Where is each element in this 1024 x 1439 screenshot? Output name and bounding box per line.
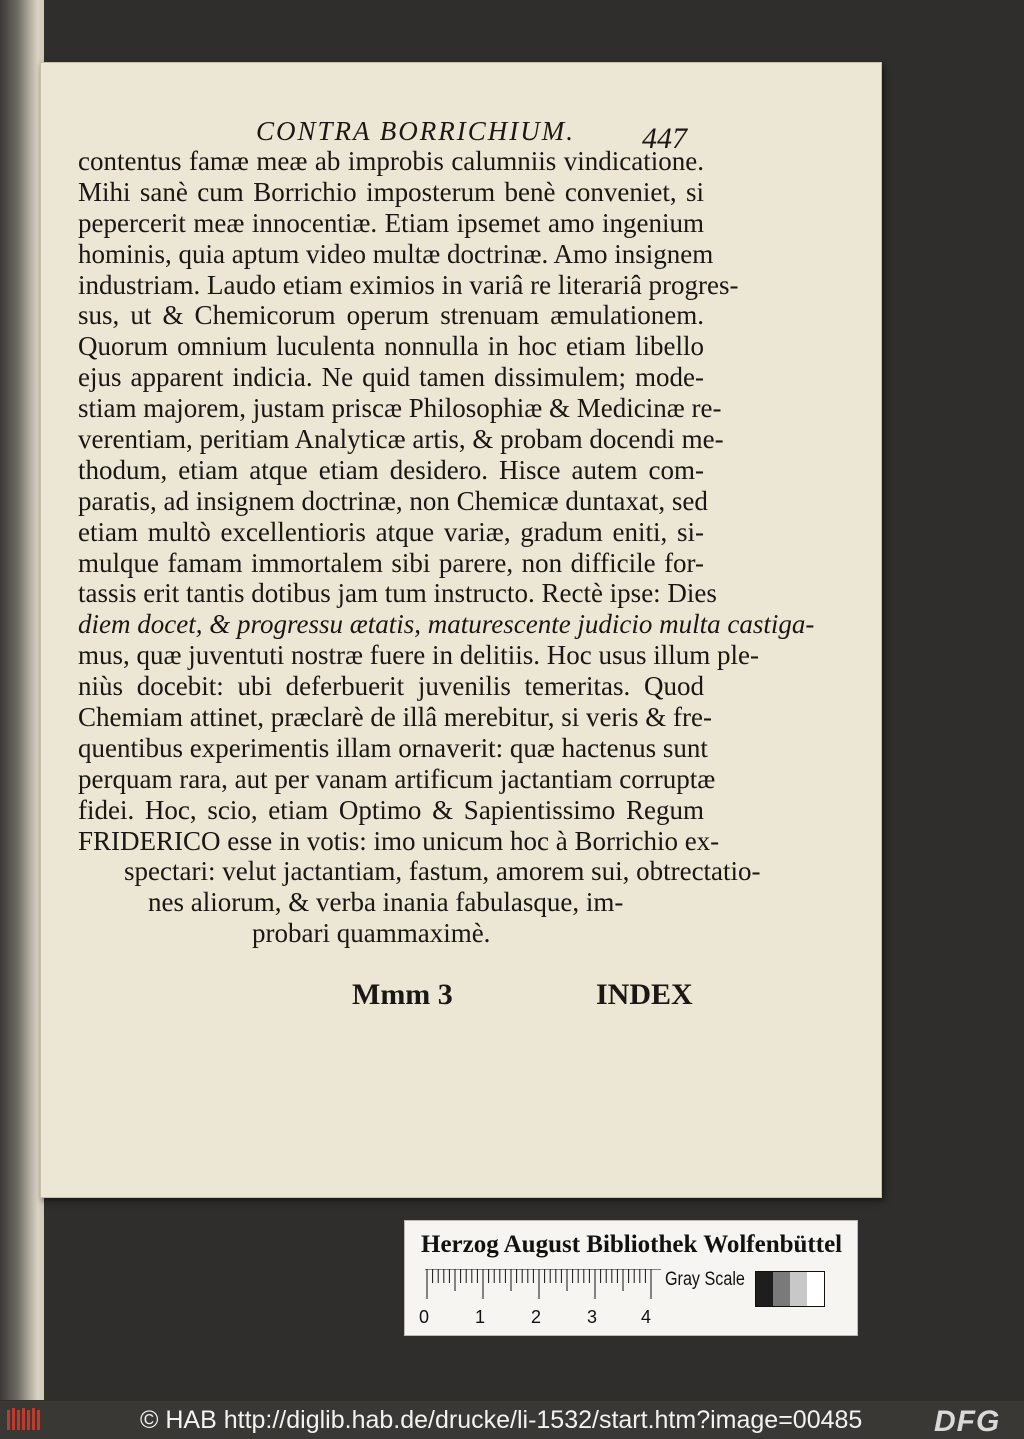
scale-number: 2: [531, 1307, 542, 1327]
text-line: perquam rara, aut per vanam artificum jactantiam corruptæ: [78, 763, 716, 794]
scale-number: 1: [475, 1307, 486, 1327]
text-line: verentiam, peritiam Analyticæ artis, & probam docendi me-: [78, 424, 724, 455]
text-line: mulque famam immortalem sibi parere, non difficile for-: [78, 547, 704, 578]
text-line: spectari: velut jactantiam, fastum, amorem sui, obtrectatio-: [124, 856, 761, 887]
text-line: stiam majorem, justam priscæ Philosophiæ & Medicinæ re-: [78, 393, 722, 424]
text-line: Quorum omnium luculenta nonnulla in hoc etiam libello: [78, 331, 704, 362]
body-text: [78, 146, 815, 949]
footer-bar: [0, 1401, 1024, 1439]
dfg-logo: DFG: [934, 1405, 1001, 1438]
catchword: INDEX: [596, 978, 693, 1011]
text-line: niùs docebit: ubi deferbuerit juvenilis temeritas. Quod: [78, 671, 704, 702]
text-line: ejus apparent indicia. Ne quid tamen dissimulem; mode-: [78, 362, 704, 393]
scale-ruler: [425, 1269, 661, 1305]
gray-scale-swatches: [755, 1271, 825, 1307]
gray-swatch: [790, 1272, 807, 1306]
text-line: nes aliorum, & verba inania fabulasque, im-: [148, 887, 624, 918]
gray-swatch: [756, 1272, 773, 1306]
text-line: hominis, quia aptum video multæ doctrinæ. Amo insignem: [78, 238, 714, 269]
page-number: 447: [642, 122, 687, 155]
text-line: fidei. Hoc, scio, etiam Optimo & Sapientissimo Regum: [78, 794, 704, 825]
scale-number: 0: [419, 1307, 430, 1327]
text-line: diem docet, & progressu ætatis, maturescente judicio multa castiga-: [78, 609, 815, 640]
library-name: Herzog August Bibliothek Wolfenbüttel: [421, 1231, 843, 1258]
text-line: paratis, ad insignem doctrinæ, non Chemicæ duntaxat, sed: [78, 485, 708, 516]
text-line: Chemiam attinet, præclarè de illâ merebitur, si veris & fre-: [78, 702, 712, 733]
scale-number: 4: [641, 1307, 652, 1327]
gray-swatch: [807, 1272, 824, 1306]
text-line: etiam multò excellentioris atque variæ, gradum eniti, si-: [78, 516, 704, 547]
color-ruler-card: [404, 1220, 858, 1336]
text-line: quentibus experimentis illam ornaverit: quæ hactenus sunt: [78, 732, 708, 763]
gray-scale-label: Gray Scale: [665, 1269, 745, 1290]
hab-logo-icon: [6, 1407, 42, 1433]
text-line: mus, quæ juventuti nostræ fuere in delitiis. Hoc usus illum ple-: [78, 640, 759, 671]
text-line: tassis erit tantis dotibus jam tum instructo. Rectè ipse: Dies: [78, 578, 717, 609]
gray-swatch: [773, 1272, 790, 1306]
text-line: FRIDERICO esse in votis: imo unicum hoc à Borrichio ex-: [78, 825, 720, 856]
scale-numbers: [419, 1307, 669, 1329]
running-head: CONTRA BORRICHIUM.: [256, 116, 575, 146]
book-edge: [0, 0, 44, 1400]
text-line: probari quammaximè.: [252, 918, 491, 949]
text-line: Mihi sanè cum Borrichio imposterum benè conveniet, si: [78, 176, 704, 207]
text-line: thodum, etiam atque etiam desidero. Hisce autem com-: [78, 454, 704, 485]
text-line: pepercerit meæ innocentiæ. Etiam ipsemet amo ingenium: [78, 207, 704, 238]
scale-number: 3: [587, 1307, 598, 1327]
copyright-link[interactable]: © HAB http://diglib.hab.de/drucke/li-1532/start.htm?image=00485: [140, 1406, 863, 1434]
text-line: sus, ut & Chemicorum operum strenuam æmulationem.: [78, 300, 704, 331]
text-line: industriam. Laudo etiam eximios in variâ re literariâ progres-: [78, 269, 739, 300]
text-line: contentus famæ meæ ab improbis calumniis vindicatione.: [78, 146, 704, 176]
signature-mark: Mmm 3: [352, 978, 453, 1011]
